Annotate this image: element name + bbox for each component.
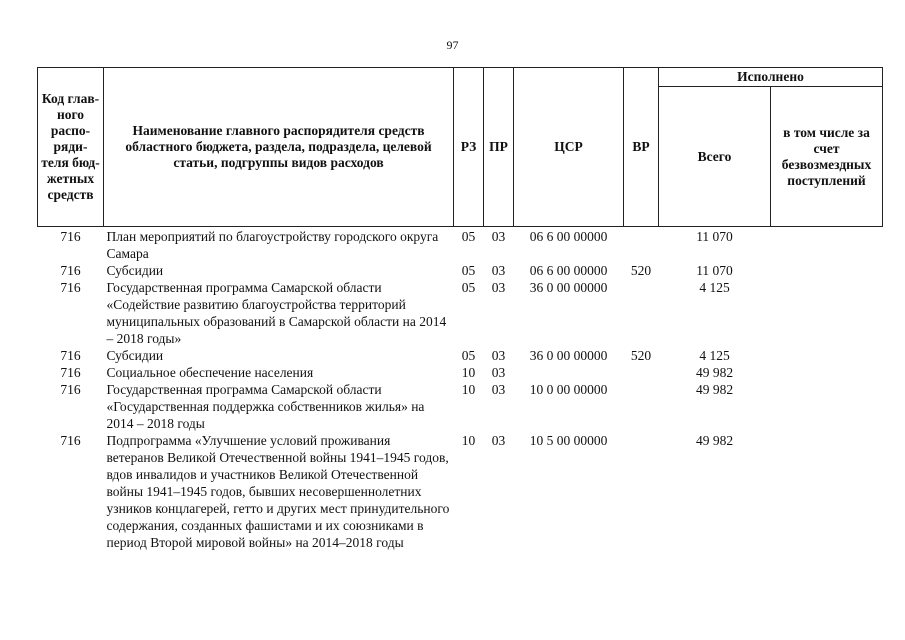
cell-free <box>771 227 883 263</box>
cell-csr: 06 6 00 00000 <box>529 229 608 244</box>
cell-total: 49 982 <box>695 365 734 380</box>
cell-rz: 05 <box>461 229 476 244</box>
cell-free <box>771 279 883 347</box>
cell-vr <box>624 227 659 263</box>
cell-csr: 10 0 00 00000 <box>529 382 608 397</box>
cell-vr <box>624 432 659 551</box>
header-name: Наименование главного распорядителя средств областного бюджета, раздела, подраздела, целевой статьи, подгруппы видов расходов <box>104 68 454 227</box>
table-row <box>38 432 883 551</box>
header-code: Код глав-ного распо-ряди-теля бюд-жетных средств <box>38 68 104 227</box>
cell-name: Государственная программа Самарской области «Государственная поддержка собственников жилья» на 2014 – 2018 годы <box>106 382 425 431</box>
budget-table <box>37 67 883 551</box>
cell-pr: 03 <box>491 433 506 448</box>
cell-total: 4 125 <box>699 280 730 295</box>
header-free: в том числе за счет безвозмездных поступлений <box>771 87 883 227</box>
cell-pr: 03 <box>491 365 506 380</box>
cell-vr: 520 <box>630 348 652 363</box>
table-row <box>38 262 883 279</box>
cell-code: 716 <box>60 229 81 244</box>
table-row <box>38 227 883 263</box>
cell-pr: 03 <box>491 263 506 278</box>
cell-vr <box>624 364 659 381</box>
cell-total: 11 070 <box>696 263 733 278</box>
cell-code: 716 <box>60 433 81 448</box>
cell-name: Субсидии <box>106 263 164 278</box>
cell-name: План мероприятий по благоустройству городского округа Самара <box>106 229 439 261</box>
cell-pr: 03 <box>491 382 506 397</box>
cell-vr: 520 <box>630 263 652 278</box>
cell-rz: 05 <box>461 280 476 295</box>
header-total: Всего <box>659 87 771 227</box>
cell-free <box>771 432 883 551</box>
table-row <box>38 381 883 432</box>
cell-code: 716 <box>60 263 81 278</box>
cell-name: Подпрограмма «Улучшение условий проживания ветеранов Великой Отечественной войны 1941–1945 годов, вдов инвалидов и участников Великой Отечественной войны 1941–1945 годов, бывших несовершеннолетних узников концлагерей, гетто и других мест принудительного содержания, созданных фашистами и их союзниками в период Второй мировой войны» на 2014–2018 годы <box>106 433 450 550</box>
table-row <box>38 347 883 364</box>
cell-rz: 05 <box>461 348 476 363</box>
cell-csr: 36 0 00 00000 <box>529 348 608 363</box>
cell-total: 49 982 <box>695 433 734 448</box>
table-row <box>38 279 883 347</box>
cell-pr: 03 <box>491 348 506 363</box>
cell-code: 716 <box>60 382 81 397</box>
cell-pr: 03 <box>491 280 506 295</box>
cell-free <box>771 381 883 432</box>
cell-rz: 05 <box>461 263 476 278</box>
cell-free <box>771 364 883 381</box>
cell-code: 716 <box>60 365 81 380</box>
header-vr: ВР <box>624 68 659 227</box>
header-rz: РЗ <box>454 68 484 227</box>
cell-name: Субсидии <box>106 348 164 363</box>
cell-name: Социальное обеспечение населения <box>106 365 314 380</box>
header-executed: Исполнено <box>659 68 883 87</box>
cell-vr <box>624 381 659 432</box>
page-number: 97 <box>446 38 459 52</box>
header-csr: ЦСР <box>514 68 624 227</box>
cell-rz: 10 <box>461 365 476 380</box>
cell-name: Государственная программа Самарской области «Содействие развитию благоустройства территорий муниципальных образований в Самарской области на 2014 – 2018 годы» <box>106 280 447 346</box>
cell-total: 4 125 <box>699 348 730 363</box>
cell-rz: 10 <box>461 382 476 397</box>
header-pr: ПР <box>484 68 514 227</box>
cell-total: 49 982 <box>695 382 734 397</box>
cell-total: 11 070 <box>696 229 733 244</box>
cell-code: 716 <box>60 348 81 363</box>
cell-free <box>771 347 883 364</box>
cell-csr: 36 0 00 00000 <box>529 280 608 295</box>
cell-csr: 06 6 00 00000 <box>529 263 608 278</box>
cell-pr: 03 <box>491 229 506 244</box>
cell-free <box>771 262 883 279</box>
cell-code: 716 <box>60 280 81 295</box>
cell-rz: 10 <box>461 433 476 448</box>
cell-csr: 10 5 00 00000 <box>529 433 608 448</box>
cell-vr <box>624 279 659 347</box>
table-row <box>38 364 883 381</box>
cell-csr <box>514 364 624 381</box>
